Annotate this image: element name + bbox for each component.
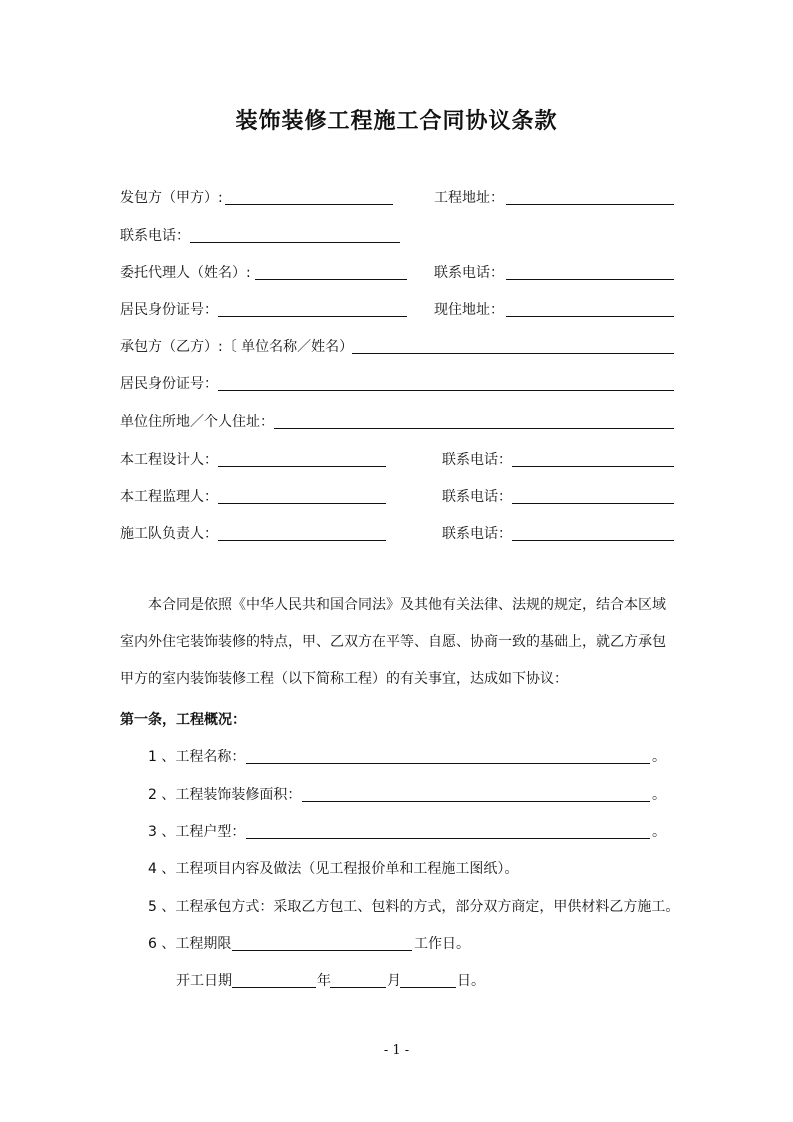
team-leader-label: 施工队负责人： [120, 526, 218, 542]
item-2-label: 2 、工程装饰装修面积： [148, 787, 302, 803]
unit-type-field[interactable] [246, 822, 650, 839]
client-phone-field[interactable] [190, 226, 400, 243]
team-leader-phone-field[interactable] [512, 524, 674, 541]
contractor-address-field[interactable] [274, 412, 674, 429]
start-year-field[interactable] [232, 971, 316, 988]
item-4: 4 、工程项目内容及做法（见工程报价单和工程施工图纸）。 [148, 861, 519, 877]
item-5: 5 、工程承包方式：采取乙方包工、包料的方式，部分双方商定，甲供材料乙方施工。 [148, 899, 680, 915]
team-leader-phone-label: 联系电话： [442, 526, 512, 542]
item-3-label: 3 、工程户型： [148, 824, 246, 840]
designer-phone-field[interactable] [512, 450, 674, 467]
supervisor-phone-field[interactable] [512, 487, 674, 504]
contractor-id-label: 居民身份证号： [120, 376, 218, 392]
day-label: 日。 [457, 973, 485, 989]
current-address-field[interactable] [506, 300, 674, 317]
id-number-label: 居民身份证号： [120, 302, 218, 318]
item-3-period: 。 [652, 824, 666, 840]
contractor-address-label: 单位住所地／个人住址： [120, 414, 274, 430]
project-address-label: 工程地址： [434, 190, 504, 206]
intro-paragraph: 本合同是依照《中华人民共和国合同法》及其他有关法律、法规的规定，结合本区域室内外住宅装饰装修的特点，甲、乙双方在平等、自愿、协商一致的基础上，就乙方承包甲方的室内装饰装修工程（以下简称工程）的有关事宜，达成如下协议： [120, 597, 666, 687]
document-title: 装饰装修工程施工合同协议条款 [235, 108, 558, 134]
current-address-label: 现住地址： [434, 302, 504, 318]
item-6-label: 6 、工程期限 [148, 936, 232, 952]
month-label: 月 [387, 973, 401, 989]
start-date-label: 开工日期 [176, 973, 232, 989]
agent-field[interactable] [255, 263, 407, 280]
designer-phone-label: 联系电话： [442, 452, 512, 468]
designer-field[interactable] [218, 450, 386, 467]
item-1-period: 。 [652, 749, 666, 765]
contractor-label: 承包方（乙方）:〔 单位名称／姓名） [120, 339, 354, 355]
supervisor-label: 本工程监理人： [120, 489, 218, 505]
duration-field[interactable] [232, 934, 412, 951]
id-number-field[interactable] [218, 300, 407, 317]
supervisor-field[interactable] [218, 487, 386, 504]
agent-label: 委托代理人（姓名）: [120, 265, 251, 281]
contractor-field[interactable] [352, 337, 674, 354]
supervisor-phone-label: 联系电话： [442, 489, 512, 505]
client-label: 发包方（甲方）: [120, 190, 223, 206]
client-field[interactable] [225, 188, 393, 205]
team-leader-field[interactable] [218, 524, 386, 541]
agent-phone-label: 联系电话： [434, 265, 504, 281]
contractor-id-field[interactable] [218, 374, 674, 391]
project-address-field[interactable] [506, 188, 674, 205]
item-1-label: 1 、工程名称： [148, 749, 246, 765]
client-phone-label: 联系电话： [120, 228, 190, 244]
page-number: - 1 - [383, 1043, 410, 1058]
start-day-field[interactable] [400, 971, 456, 988]
designer-label: 本工程设计人： [120, 452, 218, 468]
project-name-field[interactable] [246, 747, 650, 764]
article-1-heading: 第一条，工程概况： [120, 712, 246, 728]
start-month-field[interactable] [330, 971, 386, 988]
agent-phone-field[interactable] [506, 263, 674, 280]
area-field[interactable] [302, 785, 650, 802]
item-2-period: 。 [652, 787, 666, 803]
item-6-unit: 工作日。 [414, 936, 470, 952]
year-label: 年 [317, 973, 331, 989]
